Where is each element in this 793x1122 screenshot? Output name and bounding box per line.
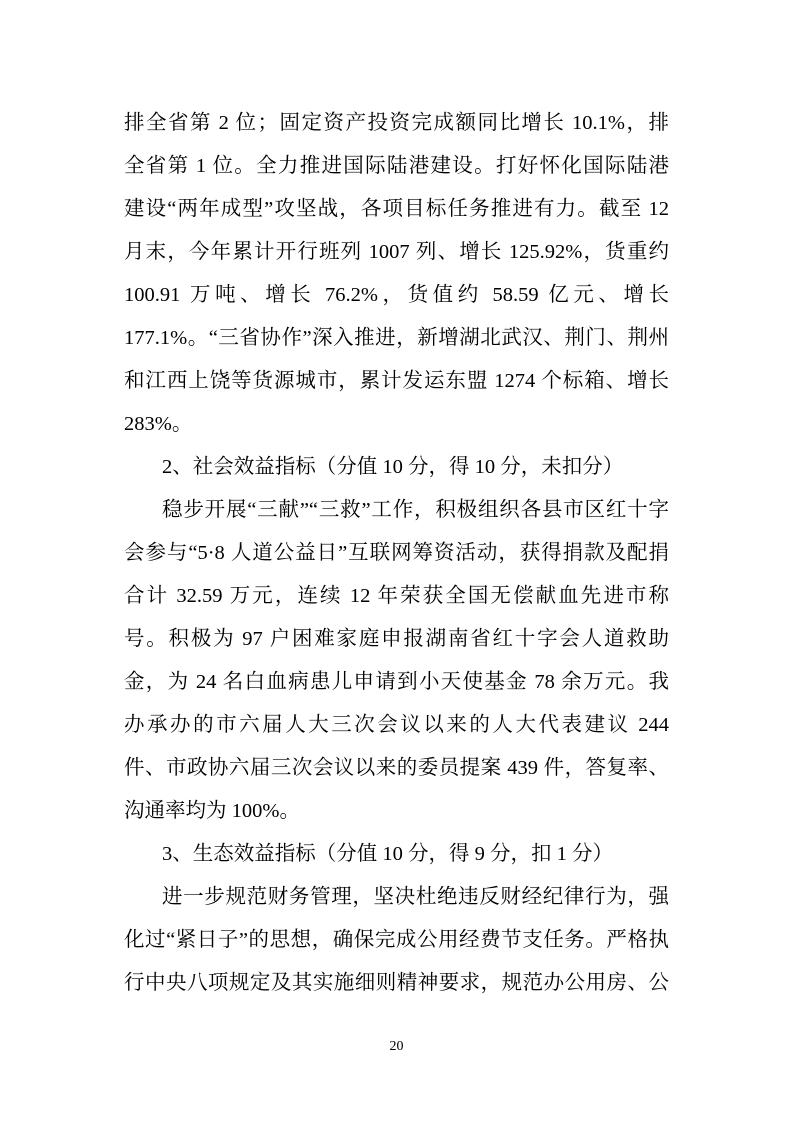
text-line: 会参与“5·8 人道公益日”互联网筹资活动，获得捐款及配捐 [124, 542, 669, 564]
paragraph-end-line: 沟通率均为 100%。 [124, 800, 300, 822]
text-line: 合计 32.59 万元，连续 12 年荣获全国无偿献血先进市称 [124, 585, 669, 607]
text-line: 月末，今年累计开行班列 1007 列、增长 125.92%，货重约 [124, 241, 669, 263]
text-line: 金，为 24 名白血病患儿申请到小天使基金 78 余万元。我 [124, 671, 669, 693]
paragraph-end-line: 283%。 [124, 413, 193, 435]
text-line: 办承办的市六届人大三次会议以来的人大代表建议 244 [124, 714, 669, 736]
page-number: 20 [389, 1039, 404, 1054]
text-line: 建设“两年成型”攻坚战，各项目标任务推进有力。截至 12 [124, 198, 669, 220]
text-line: 化过“紧日子”的思想，确保完成公用经费节支任务。严格执 [124, 929, 669, 951]
text-line: 177.1%。“三省协作”深入推进，新增湖北武汉、荆门、荆州 [124, 327, 669, 349]
text-line: 排全省第 2 位；固定资产投资完成额同比增长 10.1%，排 [124, 112, 669, 134]
text-line: 100.91 万吨、增长 76.2%，货值约 58.59 亿元、增长 [124, 284, 669, 306]
paragraph-start-line: 进一步规范财务管理，坚决杜绝违反财经纪律行为，强 [162, 886, 669, 908]
text-line: 全省第 1 位。全力推进国际陆港建设。打好怀化国际陆港 [124, 155, 669, 177]
text-line: 号。积极为 97 户困难家庭申报湖南省红十字会人道救助 [124, 628, 669, 650]
text-line: 行中央八项规定及其实施细则精神要求，规范办公用房、公 [124, 972, 669, 994]
section-heading-social: 2、社会效益指标（分值 10 分，得 10 分，未扣分） [162, 456, 624, 478]
text-line: 和江西上饶等货源城市，累计发运东盟 1274 个标箱、增长 [124, 370, 669, 392]
paragraph-start-line: 稳步开展“三献”“三救”工作，积极组织各县市区红十字 [162, 499, 669, 521]
text-line: 件、市政协六届三次会议以来的委员提案 439 件，答复率、 [124, 757, 669, 779]
document-body [124, 102, 669, 1005]
section-heading-ecological: 3、生态效益指标（分值 10 分，得 9 分，扣 1 分） [162, 843, 613, 865]
